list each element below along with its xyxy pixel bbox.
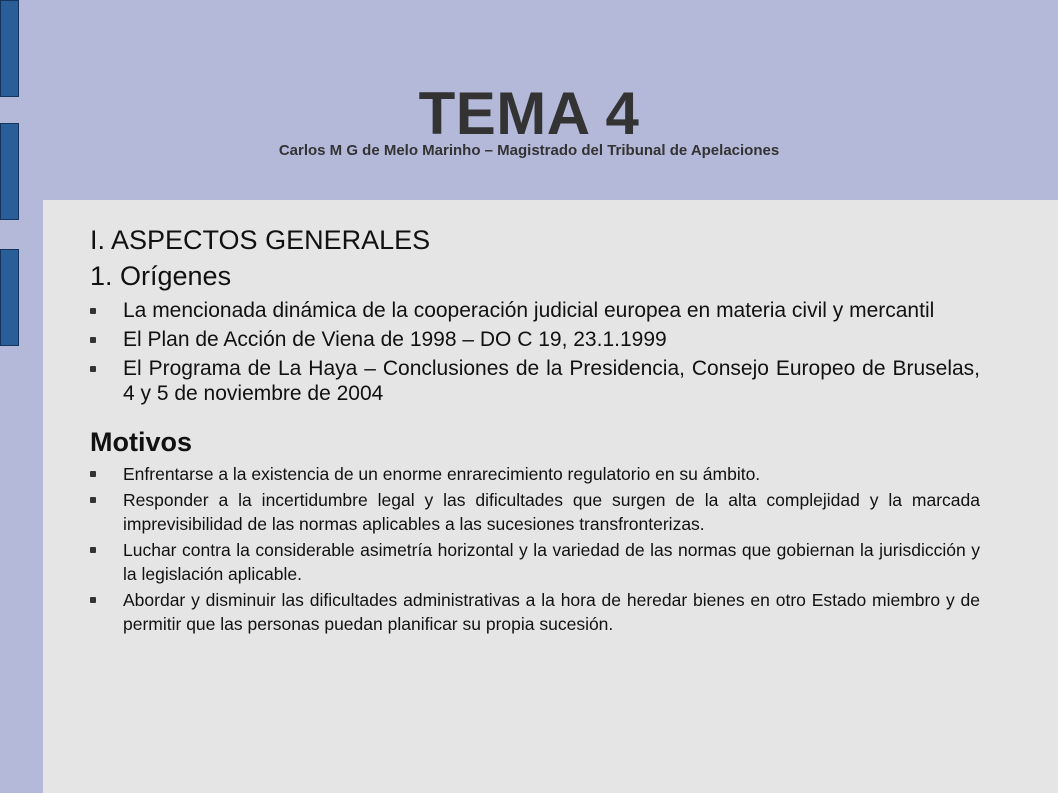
list-item-text: Enfrentarse a la existencia de un enorme enrarecimiento regulatorio en su ámbito. <box>123 464 761 484</box>
list-item-text: Abordar y disminuir las dificultades administrativas a la hora de heredar bienes en otro Estado miembro y de permitir que las personas puedan planificar su propia sucesión. <box>123 590 980 634</box>
list-item <box>90 298 980 323</box>
bullet-icon <box>90 597 96 603</box>
side-decoration-bar <box>0 249 19 346</box>
content-panel <box>43 200 1058 793</box>
list-item <box>90 356 980 406</box>
motivos-heading: Motivos <box>90 427 193 457</box>
bullet-icon <box>90 547 96 553</box>
list-item <box>90 588 980 636</box>
bullet-icon <box>90 497 96 503</box>
bullet-icon <box>90 337 96 343</box>
list-item <box>90 538 980 586</box>
list-item <box>90 462 980 486</box>
list-item-text: Responder a la incertidumbre legal y las dificultades que surgen de la alta complejidad y la marcada imprevisibilidad de las normas aplicables a las sucesiones transfronterizas. <box>123 490 980 534</box>
list-item <box>90 488 980 536</box>
bullet-icon <box>90 471 96 477</box>
list-item-text: Luchar contra la considerable asimetría horizontal y la variedad de las normas que gobiernan la jurisdicción y la legislación aplicable. <box>123 540 980 584</box>
list-item-text: El Programa de La Haya – Conclusiones de la Presidencia, Consejo Europeo de Bruselas, 4 y 5 de noviembre de 2004 <box>123 357 980 405</box>
section-subheading: 1. Orígenes <box>90 261 232 291</box>
list-item-text: El Plan de Acción de Viena de 1998 – DO C 19, 23.1.1999 <box>123 328 667 351</box>
origins-list <box>90 298 980 406</box>
list-item <box>90 327 980 352</box>
list-item-text: La mencionada dinámica de la cooperación judicial europea en materia civil y mercantil <box>123 299 935 322</box>
slide-title: TEMA 4 <box>418 80 640 147</box>
slide-header <box>0 78 1058 160</box>
content-body <box>90 222 980 636</box>
section-heading: I. ASPECTOS GENERALES <box>90 225 431 255</box>
bullet-icon <box>90 366 96 372</box>
bullet-icon <box>90 308 96 314</box>
slide-subtitle: Carlos M G de Melo Marinho – Magistrado del Tribunal de Apelaciones <box>278 142 780 159</box>
motivos-list <box>90 462 980 636</box>
